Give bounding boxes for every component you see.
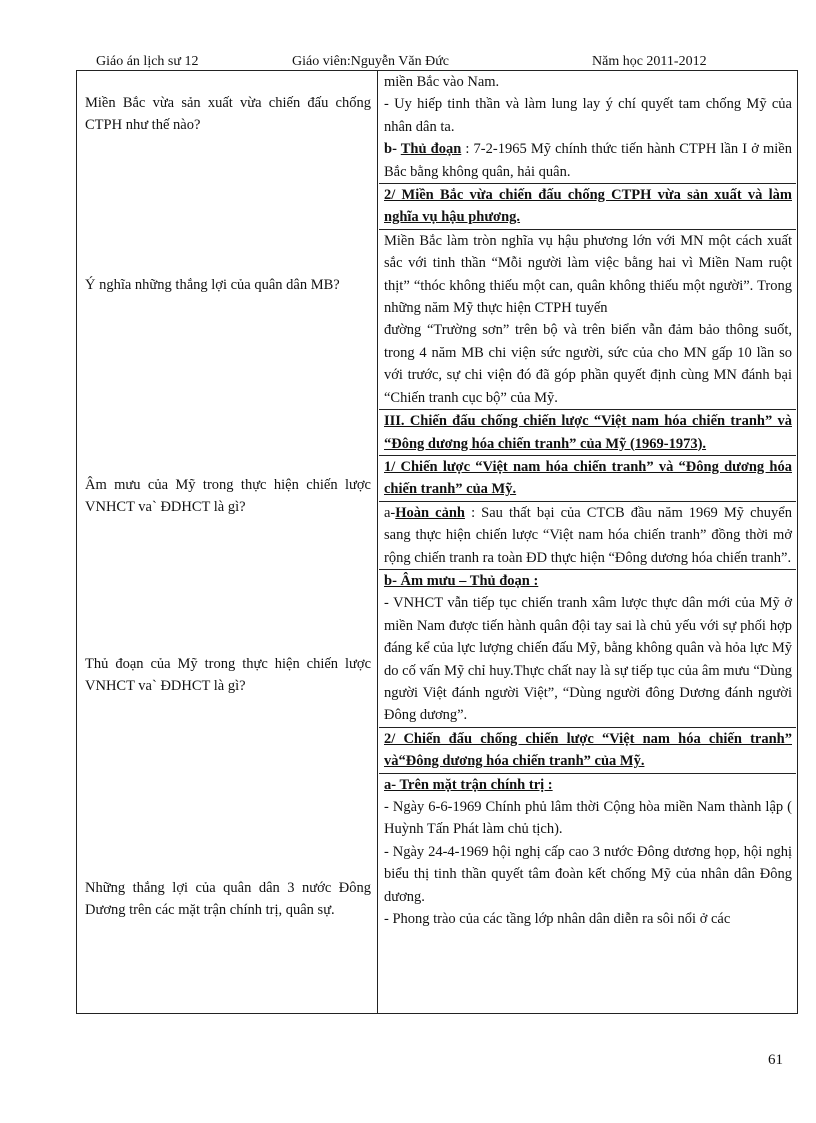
content-p3 [379, 138, 796, 184]
header-year: Năm học 2011-2012 [592, 54, 707, 69]
question-2: Ý nghĩa những thắng lợi của quân dân MB? [85, 277, 340, 293]
content-p1: miền Bắc vào Nam. [384, 74, 500, 90]
header-teacher: Giáo viên:Nguyễn Văn Đức [292, 54, 450, 69]
content-p5: đường “Trường sơn” trên bộ và trên biển vẫn đảm bảo thông suốt, trong 4 năm MB chi viện sức người, sức của cho MN gấp 10 lần so với trước, sự chi viện đó đã góp phần quyết định cùng MN đánh bại “Chiến tranh cục bộ” của Mỹ. [379, 319, 796, 410]
content-p10: - Ngày 6-6-1969 Chính phủ lâm thời Cộng hòa miền Nam thành lập ( Huỳnh Tấn Phát làm chủ tịch). [384, 799, 792, 838]
lesson-table [76, 70, 798, 1014]
column-divider [377, 71, 378, 1013]
content-p6 [379, 502, 796, 570]
content-p8: - VNHCT vẫn tiếp tục chiến tranh xâm lược thực dân mới của Mỹ ở miền Nam được tiến hành quân đội tay sai là chủ yếu với sự phối hợp đáng kể của lực lượng chiến đấu Mỹ, bằng không quân và hỏa lực Mỹ do cố vấn Mỹ chỉ huy.Thực chất nay là sự tiếp tục của âm mưu “Dùng người Việt đánh người Việt”, “Dùng người đông Dương đánh người Đông dương”. [379, 592, 796, 727]
content-p2: - Uy hiếp tinh thần và làm lung lay ý chí quyết tam chống Mỹ của nhân dân ta. [384, 96, 792, 135]
question-4: Thủ đoạn của Mỹ trong thực hiện chiến lược VNHCT va` ĐDHCT là gì? [85, 656, 371, 694]
content-p9: a- Trên mặt trận chính trị : [384, 776, 553, 793]
question-3: Âm mưu của Mỹ trong thực hiện chiến lược VNHCT va` ĐDHCT là gì? [85, 477, 371, 515]
header-subject: Giáo án lịch sư 12 [96, 54, 199, 69]
questions-column [77, 71, 377, 1013]
heading-2: 2/ Miền Bắc vừa chiến đấu chống CTPH vừa sản xuất và làm nghĩa vụ hậu phương. [379, 184, 796, 230]
p3-label: b- [384, 141, 401, 158]
page-header [96, 53, 736, 71]
heading-4: 1/ Chiến lược “Việt nam hóa chiến tranh” và “Đông dương hóa chiến tranh” của Mỹ. [379, 456, 796, 502]
p6-text: : Sau thất bại của CTCB đầu năm 1969 Mỹ chuyển sang thực hiện chiến lược “Việt nam hóa chiến tranh” đồng thời mở rộng chiến tranh ra toàn ĐD thực hiện “Đông dương hóa chiến tranh”. [384, 504, 792, 566]
content-p4: Miền Bắc làm tròn nghĩa vụ hậu phương lớn với MN một cách xuất sắc với tinh thần “Mỗi người làm việc bằng hai vì Miền Nam ruột thịt” “thóc không thiếu một can, quân không thiếu một người”. Trong những năm Mỹ thực hiện CTPH tuyến [384, 232, 792, 317]
content-p12: - Phong trào của các tầng lớp nhân dân diễn ra sôi nổi ở các [384, 911, 731, 928]
content-p7: b- Âm mưu – Thủ đoạn : [384, 572, 539, 589]
content-column [379, 71, 796, 930]
p6-label: a- [384, 504, 396, 521]
p6-key: Hoàn cảnh [395, 504, 465, 521]
p3-key: Thủ đoạn [400, 141, 462, 158]
heading-3: III. Chiến đấu chống chiến lược “Việt nam hóa chiến tranh” và “Đông dương hóa chiến tranh” của Mỹ (1969-1973). [379, 410, 796, 456]
p3-text: : 7-2-1965 Mỹ chính thức tiến hành CTPH lần I ở miền Bắc bằng không quân, hải quân. [384, 141, 792, 180]
question-1: Miền Bắc vừa sản xuất vừa chiến đấu chống CTPH như thế nào? [85, 95, 371, 133]
heading-5: 2/ Chiến đấu chống chiến lược “Việt nam hóa chiến tranh” và“Đông dương hóa chiến tranh” của Mỹ. [379, 728, 796, 774]
question-5: Những thắng lợi của quân dân 3 nước Đông Dương trên các mặt trận chính trị, quân sự. [85, 880, 371, 918]
page-number: 61 [768, 1052, 783, 1068]
content-p11: - Ngày 24-4-1969 hội nghị cấp cao 3 nước Đông dương họp, hội nghị biểu thị tinh thần quyết tâm đoàn kết chống Mỹ của nhân dân Đông dương. [384, 843, 792, 905]
